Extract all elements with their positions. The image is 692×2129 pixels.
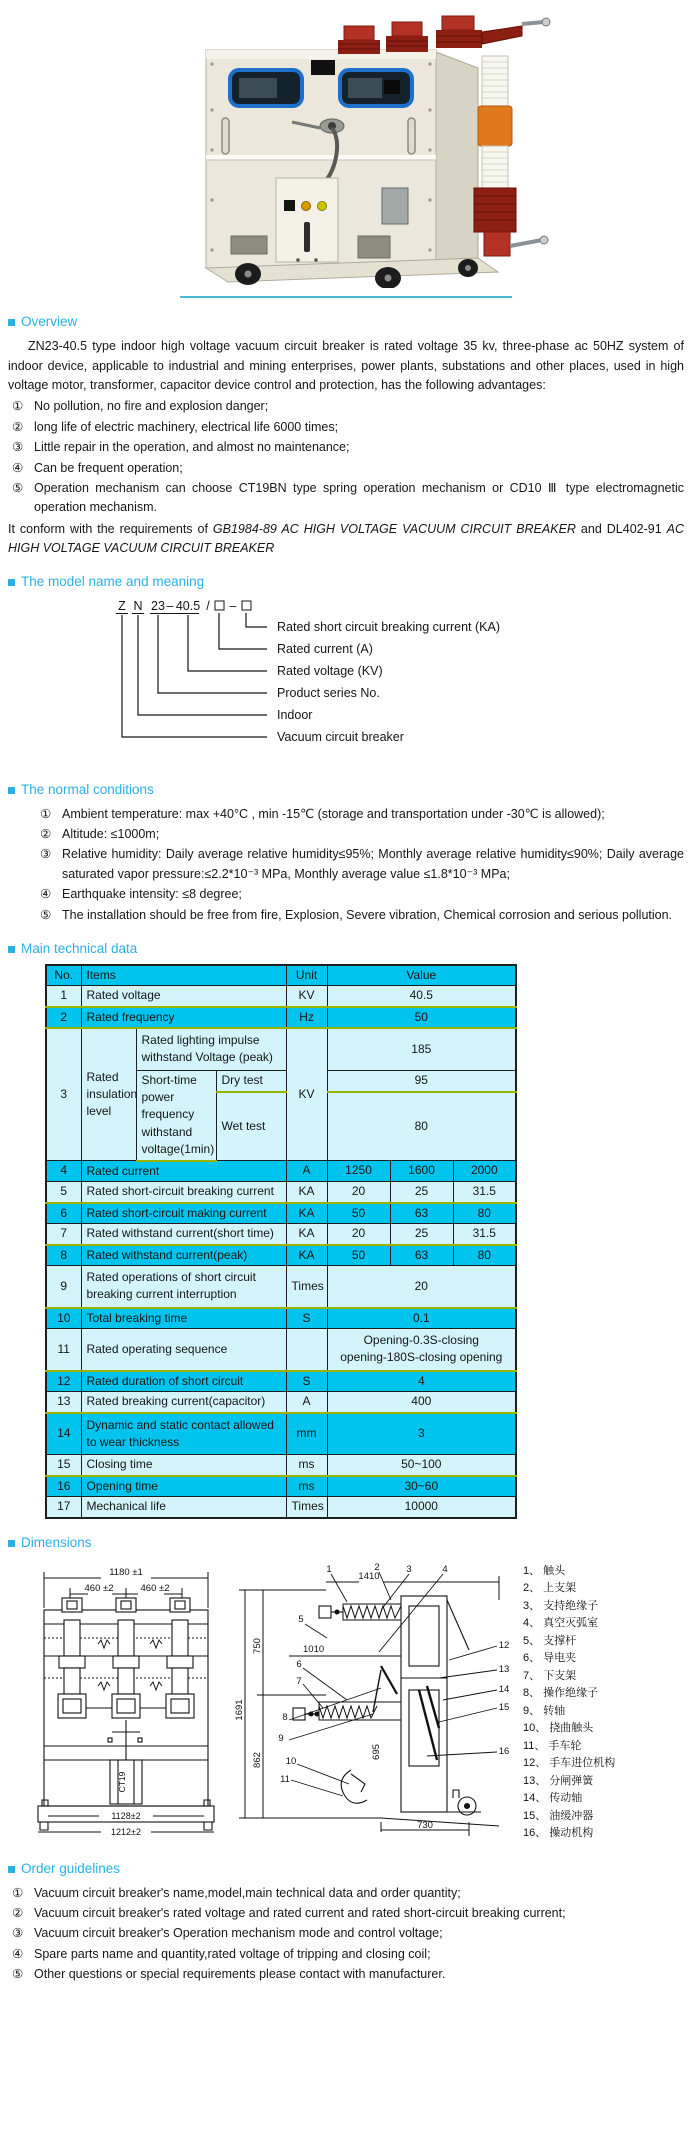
svg-text:Z: Z <box>118 599 126 614</box>
col-items: Items <box>81 965 286 986</box>
item-text: Can be frequent operation; <box>34 460 183 475</box>
part-number: 8、 <box>523 1687 541 1700</box>
part-number: 12、 <box>523 1757 547 1770</box>
list-item <box>8 1924 684 1943</box>
overview-title: Overview <box>21 314 78 330</box>
part-item <box>523 1650 615 1667</box>
dimensions-title: Dimensions <box>21 1534 92 1550</box>
product-photo-block <box>8 6 684 298</box>
section-bullet-icon <box>8 787 15 794</box>
table-row: 12 Rated duration of short circuit S 4 <box>46 1371 516 1392</box>
list-item <box>36 805 684 824</box>
table-row: 16 Opening time ms 30~60 <box>46 1476 516 1497</box>
order-list <box>8 1884 684 1985</box>
section-bullet-icon <box>8 946 15 953</box>
part-item <box>523 1668 615 1685</box>
callout: 9 <box>278 1732 284 1744</box>
model-heading <box>8 572 684 593</box>
model-label: Indoor <box>277 708 313 723</box>
list-item <box>8 1945 684 1964</box>
item-text: Operation mechanism can choose CT19BN type spring operation mechanism or CD10 Ⅲ type electromagnetic operation mechanism. <box>34 480 684 515</box>
overview-heading <box>8 312 684 333</box>
part-name: 触头 <box>543 1564 566 1577</box>
part-name: 支撑杆 <box>543 1634 577 1647</box>
part-item <box>523 1615 615 1632</box>
col-unit: Unit <box>286 965 327 986</box>
callout: 6 <box>296 1658 302 1670</box>
item-text: Little repair in the operation, and almost no maintenance; <box>34 440 350 455</box>
model-label: Rated voltage (KV) <box>277 664 383 679</box>
part-name: 转轴 <box>543 1704 566 1717</box>
callout: 15 <box>498 1701 510 1713</box>
part-number: 5、 <box>523 1634 541 1647</box>
part-number: 14、 <box>523 1792 547 1805</box>
callout: 2 <box>374 1561 380 1573</box>
conform-mid: and <box>575 521 607 536</box>
list-item <box>36 906 684 925</box>
conditions-heading <box>8 780 684 801</box>
svg-text:–: – <box>229 599 237 614</box>
dim-label: 1691 <box>234 1699 245 1721</box>
callout: 8 <box>282 1711 288 1723</box>
dim-label: 1128±2 <box>111 1810 141 1821</box>
callout: 16 <box>498 1745 510 1757</box>
part-number: 3、 <box>523 1599 541 1612</box>
item-text: Vacuum circuit breaker's Operation mechanism mode and control voltage; <box>34 1926 443 1941</box>
model-diagram <box>62 597 684 765</box>
section-bullet-icon <box>8 1866 15 1873</box>
table-row: 17 Mechanical life Times 10000 <box>46 1497 516 1518</box>
list-item <box>8 1965 684 1984</box>
callout: 7 <box>296 1675 302 1687</box>
table-row: 2 Rated frequency Hz 50 <box>46 1007 516 1028</box>
table-row: 10 Total breaking time S 0.1 <box>46 1308 516 1329</box>
side-view-drawing <box>231 1560 523 1840</box>
part-item <box>523 1808 615 1825</box>
model-title: The model name and meaning <box>21 574 205 590</box>
callout: 13 <box>498 1663 510 1675</box>
list-item <box>36 845 684 884</box>
svg-text:N: N <box>133 599 143 614</box>
model-label: Vacuum circuit breaker <box>277 730 404 745</box>
callout: 3 <box>406 1563 412 1575</box>
operating-sequence-line1: Opening-0.3S-closing <box>363 1333 479 1348</box>
list-item <box>8 459 684 478</box>
part-number: 7、 <box>523 1669 541 1682</box>
part-item <box>523 1773 615 1790</box>
svg-text:/: / <box>206 599 210 614</box>
item-number: ④ <box>40 887 52 902</box>
part-name: 下支架 <box>543 1669 577 1682</box>
table-row: 1 Rated voltage KV 40.5 <box>46 986 516 1007</box>
dim-label: 695 <box>371 1743 382 1760</box>
table-row: 13 Rated breaking current(capacitor) A 400 <box>46 1392 516 1413</box>
parts-list <box>523 1562 615 1843</box>
part-item <box>523 1825 615 1842</box>
item-text: Ambient temperature: max +40°C , min -15℃ (storage and transportation under -30℃ is allowed); <box>62 806 605 821</box>
mechanism-label: CT19 <box>117 1771 127 1792</box>
model-code-diagram <box>62 597 562 759</box>
callout: 1 <box>326 1563 332 1575</box>
item-number: ⑤ <box>40 907 52 922</box>
control-panel <box>276 178 338 262</box>
table-row: 4 Rated current A 1250 1600 2000 <box>46 1161 516 1182</box>
standards-note <box>8 520 684 559</box>
table-row: Short-time power frequency withstand voltage(1min) Dry test 95 <box>46 1070 516 1092</box>
callout: 12 <box>498 1639 510 1651</box>
operating-sequence-line2: opening-180S-closing opening <box>340 1350 503 1365</box>
part-number: 1、 <box>523 1564 541 1577</box>
item-number: ④ <box>12 1946 24 1961</box>
part-number: 15、 <box>523 1809 547 1822</box>
part-name: 操动机构 <box>549 1827 594 1840</box>
item-number: ① <box>12 399 24 414</box>
part-item <box>523 1685 615 1702</box>
item-text: Other questions or special requirements please contact with manufacturer. <box>34 1967 446 1981</box>
dim-label: 1010 <box>303 1643 325 1655</box>
dim-label: 1180 ±1 <box>109 1566 143 1578</box>
model-label: Rated short circuit breaking current (KA) <box>277 620 501 635</box>
section-bullet-icon <box>8 579 15 586</box>
list-item <box>8 1884 684 1903</box>
list-item <box>8 397 684 416</box>
standard-2-code: DL402-91 <box>606 521 667 536</box>
callout: 5 <box>298 1613 304 1625</box>
item-text: Relative humidity: Daily average relative humidity≤95%; Monthly average relative humidity≤90%; Daily average saturated vapor pressure:≤2.2*10⁻³ MPa, Monthly average value ≤1.8*10⁻³ MPa; <box>62 847 684 881</box>
list-item <box>8 418 684 437</box>
table-row: 8 Rated withstand current(peak) KA 50 63 80 <box>46 1245 516 1266</box>
part-number: 10、 <box>523 1722 547 1735</box>
table-row: 7 Rated withstand current(short time) KA 20 25 31.5 <box>46 1224 516 1245</box>
part-number: 4、 <box>523 1617 541 1630</box>
part-name: 上支架 <box>543 1582 577 1595</box>
list-item <box>36 885 684 904</box>
dimension-drawings <box>26 1560 684 1845</box>
model-label: Product series No. <box>277 686 380 701</box>
part-name: 导电夹 <box>543 1652 577 1665</box>
item-text: Spare parts name and quantity,rated voltage of tripping and closing coil; <box>34 1946 431 1961</box>
item-number: ② <box>12 419 24 434</box>
insulator-column <box>474 56 548 256</box>
table-row: 3 Rated insulation level Rated lighting impulse withstand Voltage (peak) KV 185 <box>46 1028 516 1070</box>
col-value: Value <box>327 965 516 986</box>
part-item <box>523 1755 615 1772</box>
advantages-list <box>8 397 684 517</box>
item-number: ③ <box>12 1926 24 1941</box>
part-item <box>523 1703 615 1720</box>
item-number: ② <box>12 1905 24 1920</box>
item-number: ⑤ <box>12 1967 24 1981</box>
order-title: Order guidelines <box>21 1860 121 1876</box>
item-number: ① <box>40 806 52 821</box>
part-name: 手车进位机构 <box>549 1757 616 1770</box>
list-item <box>36 825 684 844</box>
conditions-list <box>8 805 684 925</box>
table-row: 5 Rated short-circuit breaking current KA 20 25 31.5 <box>46 1182 516 1203</box>
dimensions-heading <box>8 1533 684 1554</box>
overview-body: ZN23-40.5 type indoor high voltage vacuum circuit breaker is rated voltage 35 kv, three-phase ac 50HZ system of indoor device, applicable to industrial and mining enterprises, power plants, substations and other places, used in high voltage motor, transformer, capacitor device control and protection, has the following advantages: <box>8 339 684 393</box>
table-header-row <box>46 965 516 986</box>
order-heading <box>8 1859 684 1880</box>
svg-text:40.5: 40.5 <box>175 599 201 614</box>
table-row: 6 Rated short-circuit making current KA 50 63 80 <box>46 1203 516 1224</box>
item-text: Altitude: ≤1000m; <box>62 827 160 842</box>
front-view-drawing <box>26 1560 231 1840</box>
item-number: ① <box>12 1885 24 1900</box>
item-text: Vacuum circuit breaker's rated voltage and rated current and rated short-circuit breaking current; <box>34 1905 566 1920</box>
part-number: 9、 <box>523 1704 541 1717</box>
part-item <box>523 1580 615 1597</box>
item-number: ③ <box>40 847 52 862</box>
table-row: Wet test 80 <box>46 1092 516 1161</box>
tech-title: Main technical data <box>21 940 138 956</box>
part-name: 支持绝缘子 <box>543 1599 599 1612</box>
dim-label: 460 ±2 <box>140 1582 170 1594</box>
part-name: 油缓冲器 <box>549 1809 594 1822</box>
dim-label: 862 <box>252 1751 263 1768</box>
item-text: Earthquake intensity: ≤8 degree; <box>62 887 242 902</box>
item-text: The installation should be free from fire, Explosion, Severe vibration, Chemical corrosion and serious pollution. <box>62 907 673 922</box>
item-number: ⑤ <box>12 480 24 495</box>
list-item <box>8 438 684 457</box>
part-item <box>523 1790 615 1807</box>
table-row: 9 Rated operations of short circuit breaking current interruption Times 20 <box>46 1266 516 1308</box>
part-number: 16、 <box>523 1827 547 1840</box>
bushings <box>338 16 550 54</box>
item-number: ② <box>40 827 52 842</box>
tech-table <box>45 964 517 1519</box>
table-row: 15 Closing time ms 50~100 <box>46 1455 516 1476</box>
part-item <box>523 1720 615 1737</box>
dim-label: 730 <box>417 1819 433 1831</box>
item-number: ③ <box>12 440 24 455</box>
section-bullet-icon <box>8 319 15 326</box>
part-name: 手车轮 <box>548 1739 582 1752</box>
section-bullet-icon <box>8 1540 15 1547</box>
svg-text:–: – <box>166 599 174 614</box>
part-number: 6、 <box>523 1652 541 1665</box>
item-text: long life of electric machinery, electrical life 6000 times; <box>34 419 339 434</box>
part-name: 挠曲触头 <box>549 1722 594 1735</box>
list-item <box>8 479 684 518</box>
callout: 14 <box>498 1683 510 1695</box>
part-number: 13、 <box>523 1774 547 1787</box>
table-row: 11 Rated operating sequence Opening-0.3S-closing opening-180S-closing opening <box>46 1329 516 1371</box>
dim-label: 1410 <box>358 1570 380 1582</box>
callout: 11 <box>280 1773 290 1785</box>
part-name: 操作绝缘子 <box>543 1687 599 1700</box>
part-name: 分闸弹簧 <box>549 1774 594 1787</box>
dim-label: 750 <box>252 1637 263 1654</box>
part-item <box>523 1738 615 1755</box>
conditions-title: The normal conditions <box>21 781 154 797</box>
part-number: 2、 <box>523 1582 541 1595</box>
col-no: No. <box>46 965 81 986</box>
tech-heading <box>8 939 684 960</box>
model-label: Rated current (A) <box>277 642 373 657</box>
part-name: 传动轴 <box>549 1792 583 1805</box>
list-item <box>8 1904 684 1923</box>
product-photo <box>136 10 556 288</box>
standard-1: GB1984-89 AC HIGH VOLTAGE VACUUM CIRCUIT BREAKER <box>212 521 576 536</box>
item-text: Vacuum circuit breaker's name,model,main technical data and order quantity; <box>34 1885 461 1900</box>
part-name: 真空灭弧室 <box>543 1617 599 1630</box>
part-item <box>523 1563 615 1580</box>
callout: 10 <box>285 1755 297 1767</box>
part-number: 11、 <box>523 1739 546 1752</box>
standard-2: AC HIGH VOLTAGE VACUUM CIRCUIT BREAKER <box>8 521 685 556</box>
part-item <box>523 1633 615 1650</box>
item-text: No pollution, no fire and explosion danger; <box>34 399 269 414</box>
table-row: 14 Dynamic and static contact allowed to wear thickness mm 3 <box>46 1413 516 1455</box>
photo-divider <box>180 296 512 298</box>
item-number: ④ <box>12 460 24 475</box>
conform-prefix: It conform with the requirements of <box>8 521 213 536</box>
callout: 4 <box>442 1563 448 1575</box>
svg-text:23: 23 <box>151 599 165 614</box>
dim-label: 460 ±2 <box>84 1582 114 1594</box>
part-item <box>523 1598 615 1615</box>
dim-label: 1212±2 <box>111 1826 141 1837</box>
